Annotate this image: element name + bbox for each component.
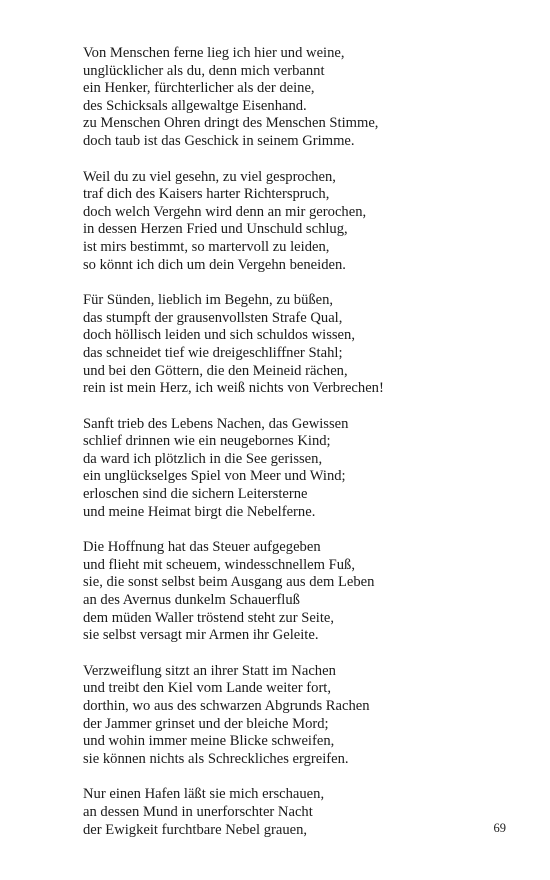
stanza-1	[83, 45, 503, 151]
stanza-3	[83, 292, 503, 398]
poem-line: ist mirs bestimmt, so martervoll zu leiden,	[83, 238, 330, 255]
poem-line: und flieht mit scheuem, windesschnellem Fuß,	[83, 556, 355, 573]
poem-body	[83, 45, 503, 857]
poem-line: das stumpft der grausenvollsten Strafe Qual,	[83, 309, 343, 326]
poem-line: unglücklicher als du, denn mich verbannt	[83, 62, 325, 79]
poem-line: sie können nichts als Schreckliches ergreifen.	[83, 750, 349, 767]
poem-line: in dessen Herzen Fried und Unschuld schlug,	[83, 221, 348, 238]
poem-line: erloschen sind die sichern Leitersterne	[83, 486, 308, 503]
poem-line: da ward ich plötzlich in die See gerissen,	[83, 450, 323, 467]
page-number: 69	[493, 821, 506, 835]
stanza-7	[83, 786, 503, 839]
poem-line: der Jammer grinset und der bleiche Mord;	[83, 715, 329, 732]
poem-line: Die Hoffnung hat das Steuer aufgegeben	[83, 539, 321, 556]
poem-line: traf dich des Kaisers harter Richterspruch,	[83, 186, 330, 203]
poem-line: Sanft trieb des Lebens Nachen, das Gewissen	[83, 415, 349, 432]
poem-line: sie, die sonst selbst beim Ausgang aus dem Leben	[83, 574, 375, 591]
poem-line: dem müden Waller tröstend steht zur Seite,	[83, 609, 335, 626]
stanza-5	[83, 539, 503, 645]
stanza-4	[83, 416, 503, 522]
poem-line: so könnt ich dich um dein Vergehn beneiden.	[83, 256, 346, 273]
poem-line: Verzweiflung sitzt an ihrer Statt im Nachen	[83, 662, 336, 679]
poem-line: an dessen Mund in unerforschter Nacht	[83, 803, 313, 820]
poem-line: doch taub ist das Geschick in seinem Grimme.	[83, 132, 355, 149]
poem-line: an des Avernus dunkelm Schauerfluß	[83, 592, 300, 609]
poem-line: doch welch Vergehn wird denn an mir gerochen,	[83, 203, 367, 220]
poem-line: doch höllisch leiden und sich schuldos wissen,	[83, 327, 355, 344]
poem-line: und treibt den Kiel vom Lande weiter fort,	[83, 680, 332, 697]
poem-line: und meine Heimat birgt die Nebelferne.	[83, 503, 316, 520]
poem-line: des Schicksals allgewaltge Eisenhand.	[83, 97, 307, 114]
stanza-2	[83, 169, 503, 275]
poem-line: dorthin, wo aus des schwarzen Abgrunds Rachen	[83, 698, 370, 714]
poem-line: sie selbst versagt mir Armen ihr Geleite.	[83, 627, 319, 644]
poem-line: und wohin immer meine Blicke schweifen,	[83, 733, 335, 750]
poem-line: der Ewigkeit furchtbare Nebel grauen,	[83, 821, 308, 838]
poem-line: und bei den Göttern, die den Meineid rächen,	[83, 362, 348, 379]
poem-line: rein ist mein Herz, ich weiß nichts von Verbrechen!	[83, 380, 384, 397]
poem-line: zu Menschen Ohren dringt des Menschen Stimme,	[83, 115, 379, 132]
poem-line: Von Menschen ferne lieg ich hier und weine,	[83, 45, 345, 61]
poem-line: Nur einen Hafen läßt sie mich erschauen,	[83, 786, 325, 803]
poem-line: ein Henker, fürchterlicher als der deine,	[83, 80, 315, 97]
poem-line: schlief drinnen wie ein neugebornes Kind;	[83, 433, 331, 450]
poem-line: das schneidet tief wie dreigeschliffner Stahl;	[83, 344, 343, 361]
stanza-6	[83, 663, 503, 769]
poem-line: Für Sünden, lieblich im Begehn, zu büßen,	[83, 292, 334, 309]
poem-line: ein unglückselges Spiel von Meer und Wind;	[83, 468, 346, 485]
poem-line: Weil du zu viel gesehn, zu viel gesprochen,	[83, 168, 336, 185]
